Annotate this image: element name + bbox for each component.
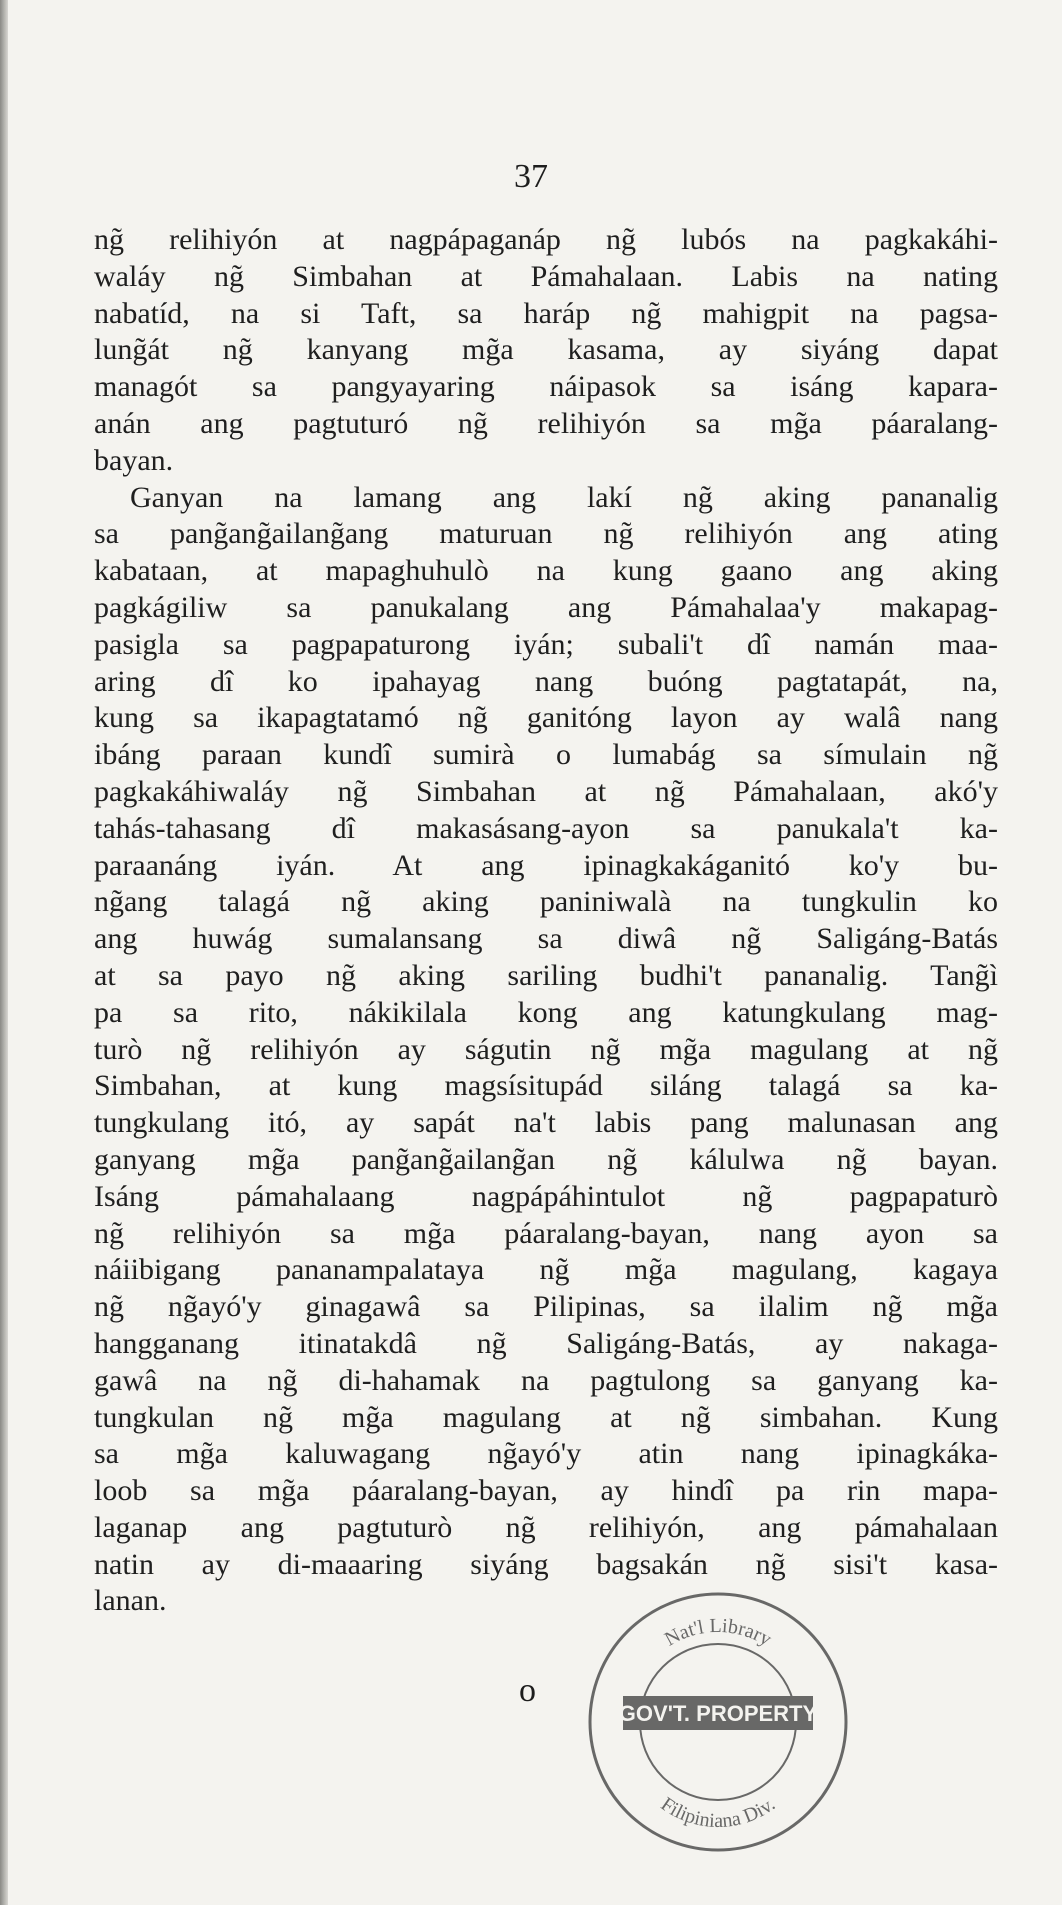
text-line: sa mg̃a kaluwagang ng̃ayó'y atin nang ipinagkáka- [94,1437,998,1471]
text-line: tahás-tahasang dî makasásang-ayon sa panukala't ka- [94,811,998,845]
text-line: Isáng pámahalaang nagpápáhintulot ng̃ pagpapaturò [94,1179,998,1213]
text-line: Simbahan, at kung magsísitupád siláng talagá sa ka- [94,1069,998,1103]
end-mark: o [519,1672,536,1709]
text-line: pasigla sa pagpapaturong iyán; subali't dî namán maa- [94,627,998,661]
text-line: gawâ na ng̃ di-hahamak na pagtulong sa ganyang ka- [94,1363,998,1397]
text-line: ng̃ relihiyón sa mg̃a páaralang-bayan, nang ayon sa [94,1216,998,1250]
text-line: turò ng̃ relihiyón ay ságutin ng̃ mg̃a magulang at ng̃ [94,1032,998,1066]
text-line: tungkulang itó, ay sapát na't labis pang malunasan ang [94,1106,998,1140]
text-line: anán ang pagtuturó ng̃ relihiyón sa mg̃a páaralang- [94,406,998,440]
body-text [94,222,998,1620]
text-line: bayan. [94,443,174,477]
text-line: ibáng paraan kundî sumirà o lumabág sa símulain ng̃ [94,738,998,772]
text-line: lung̃át ng̃ kanyang mg̃a kasama, ay siyáng dapat [94,333,998,367]
text-line: managót sa pangyayaring náipasok sa isáng kapara- [94,370,998,404]
text-line: paraanáng iyán. At ang ipinagkakáganitó ko'y bu- [94,848,998,882]
text-line: pagkágiliw sa panukalang ang Pámahalaa'y makapag- [94,590,998,624]
text-line: pagkakáhiwaláy ng̃ Simbahan at ng̃ Pámahalaan, akó'y [94,774,998,808]
text-line: natin ay di-maaaring siyáng bagsakán ng̃ sisi't kasa- [94,1547,998,1581]
text-line: laganap ang pagtuturò ng̃ relihiyón, ang pámahalaan [94,1510,998,1544]
text-line: hangganang itinatakdâ ng̃ Saligáng-Batás, ay nakaga- [94,1326,998,1360]
text-line: ng̃ ng̃ayó'y ginagawâ sa Pilipinas, sa ilalim ng̃ mg̃a [94,1290,998,1324]
text-line: pa sa rito, nákikilala kong ang katungkulang mag- [94,995,998,1029]
text-line: ganyang mg̃a pang̃ang̃ailang̃an ng̃ kálulwa ng̃ bayan. [94,1142,998,1176]
text-line: tungkulan ng̃ mg̃a magulang at ng̃ simbahan. Kung [94,1400,998,1434]
text-line: loob sa mg̃a páaralang-bayan, ay hindî pa rin mapa- [94,1474,998,1508]
text-line: waláy ng̃ Simbahan at Pámahalaan. Labis na nating [94,259,998,293]
text-line: nabatíd, na si Taft, sa haráp ng̃ mahigpit na pagsa- [94,296,998,330]
text-line: ang huwág sumalansang sa diwâ ng̃ Saligáng-Batás [94,922,998,956]
text-line: kung sa ikapagtatamó ng̃ ganitóng layon ay walâ nang [94,701,998,735]
binding-edge [0,0,8,1905]
text-line: at sa payo ng̃ aking sariling budhi't pananalig. Tang̃ì [94,958,998,992]
stamp-top-text: Nat'l Library [661,1614,776,1651]
text-line: kabataan, at mapaghuhulò na kung gaano ang aking [94,554,998,588]
text-line: sa pang̃ang̃ailang̃ang maturuan ng̃ relihiyón ang ating [94,517,998,551]
text-line: aring dî ko ipahayag nang buóng pagtatapát, na, [94,664,998,698]
page-number: 37 [514,158,548,195]
text-line: Ganyan na lamang ang lakí ng̃ aking pananalig [130,480,998,514]
text-line: ng̃ang talagá ng̃ aking paniniwalà na tungkulin ko [94,885,998,919]
stamp-center-text: GOV'T. PROPERTY [618,1701,818,1726]
text-line: lanan. [94,1584,167,1618]
library-stamp [568,1572,868,1872]
stamp-bottom-text: Filipiniana Div. [656,1793,780,1833]
text-line: ng̃ relihiyón at nagpápaganáp ng̃ lubós na pagkakáhi- [94,223,998,256]
text-line: náiibigang pananampalataya ng̃ mg̃a magulang, kagaya [94,1253,998,1287]
